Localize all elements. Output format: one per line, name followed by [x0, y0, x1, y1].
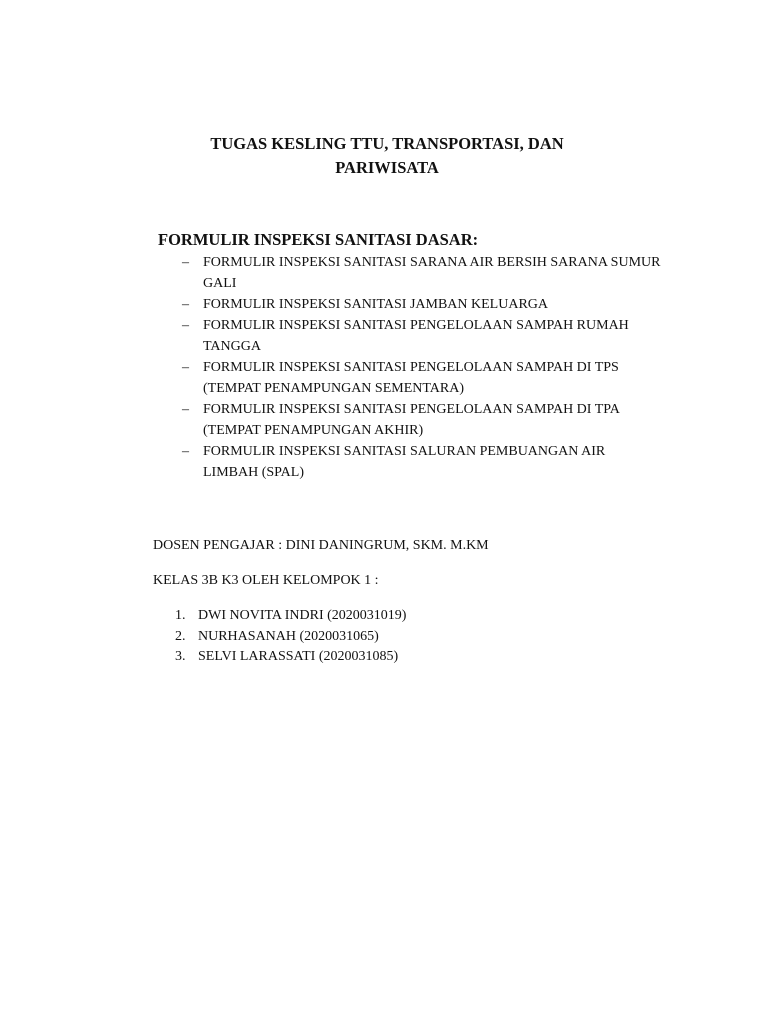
member-list	[175, 606, 406, 668]
list-item	[182, 357, 662, 399]
list-item	[182, 315, 662, 357]
list-item	[182, 441, 662, 483]
member-name: DWI NOVITA INDRI (2020031019)	[198, 608, 407, 623]
list-item	[182, 294, 662, 315]
list-item	[182, 399, 662, 441]
list-item-text: FORMULIR INSPEKSI SANITASI PENGELOLAAN SAMPAH RUMAH TANGGA	[203, 318, 629, 354]
list-item	[182, 252, 662, 294]
member-number: 3.	[175, 649, 186, 664]
title-line-2: PARIWISATA	[335, 158, 439, 177]
section-heading: FORMULIR INSPEKSI SANITASI DASAR:	[158, 230, 479, 249]
list-item-text: FORMULIR INSPEKSI SANITASI JAMBAN KELUARGA	[203, 297, 549, 312]
dash-bullet: –	[182, 444, 189, 459]
dash-bullet: –	[182, 255, 189, 270]
member-item	[175, 627, 406, 648]
member-number: 2.	[175, 628, 186, 644]
document-title	[150, 132, 624, 180]
list-item-text: FORMULIR INSPEKSI SANITASI PENGELOLAAN SAMPAH DI TPA (TEMPAT PENAMPUNGAN AKHIR)	[203, 402, 620, 438]
dash-bullet: –	[182, 318, 189, 333]
lecturer-line: DOSEN PENGAJAR : DINI DANINGRUM, SKM. M.KM	[153, 538, 489, 553]
dash-bullet: –	[182, 297, 189, 312]
member-name: NURHASANAH (2020031065)	[198, 628, 379, 644]
member-name: SELVI LARASSATI (2020031085)	[198, 649, 399, 664]
member-item	[175, 647, 406, 668]
member-number: 1.	[175, 608, 186, 623]
dash-bullet: –	[182, 402, 189, 417]
title-line-1: TUGAS KESLING TTU, TRANSPORTASI, DAN	[210, 134, 564, 153]
dash-bullet: –	[182, 360, 189, 375]
member-item	[175, 606, 406, 627]
list-item-text: FORMULIR INSPEKSI SANITASI SALURAN PEMBUANGAN AIR LIMBAH (SPAL)	[203, 444, 606, 480]
list-item-text: FORMULIR INSPEKSI SANITASI SARANA AIR BERSIH SARANA SUMUR GALI	[203, 255, 661, 291]
class-group-line: KELAS 3B K3 OLEH KELOMPOK 1 :	[153, 573, 379, 588]
form-list	[182, 252, 662, 483]
list-item-text: FORMULIR INSPEKSI SANITASI PENGELOLAAN SAMPAH DI TPS (TEMPAT PENAMPUNGAN SEMENTARA)	[203, 360, 619, 396]
